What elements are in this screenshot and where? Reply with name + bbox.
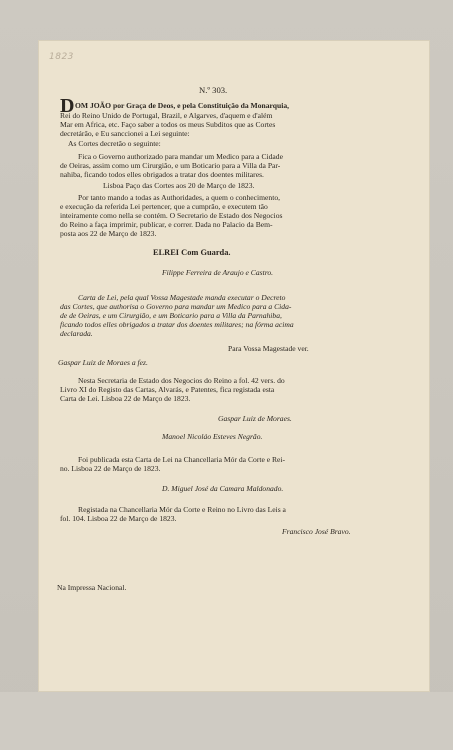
carta-line-1: Carta de Lei, pela qual Vossa Magestade manda executar o Decreto bbox=[78, 293, 286, 302]
printer-imprint: Na Impressa Nacional. bbox=[57, 583, 127, 592]
pencil-annotation: 1823 bbox=[49, 52, 74, 62]
document-number: N.º 303. bbox=[199, 85, 228, 95]
carta-line-3: de de Oeiras, e um Cirurgião, e um Boticario para a Villa da Parnahiba, bbox=[60, 311, 282, 320]
opening-line-4: decretárão, e Eu sanccionei a Lei seguinte: bbox=[60, 129, 190, 138]
registration-signature: Gaspar Luiz de Moraes. bbox=[218, 414, 292, 423]
publication-line-2: no. Lisboa 22 de Março de 1823. bbox=[60, 464, 161, 473]
opening-line-3: Mar em Africa, etc. Faço saber a todos os meus Subditos que as Cortes bbox=[60, 120, 276, 129]
king-signature: ELREI Com Guarda. bbox=[153, 248, 231, 257]
decree-intro: As Cortes decretão o seguinte: bbox=[68, 139, 161, 148]
mandate-line-3: inteiramente como nella se contém. O Secretario de Estado dos Negocios bbox=[60, 211, 283, 220]
carta-line-4: ficando todos elles obrigados a tratar dos doentes militares; na fórma acima bbox=[60, 320, 294, 329]
carta-line-5: declarada. bbox=[60, 329, 93, 338]
opening-line-2: Rei do Reino Unido de Portugal, Brazil, e Algarves, d'aquem e d'além bbox=[60, 111, 273, 120]
chancellery-registration-line-1: Registada na Chancellaria Mór da Corte e Reino no Livro das Leis a bbox=[78, 505, 286, 514]
para-vossa-magestade: Para Vossa Magestade ver. bbox=[228, 344, 309, 353]
drop-cap: D bbox=[60, 95, 75, 117]
chancellery-signature: Francisco José Bravo. bbox=[282, 527, 351, 536]
opening-line-1: OM JOÃO por Graça de Deos, e pela Constituição da Monarquia, bbox=[75, 101, 290, 110]
registration-line-3: Carta de Lei. Lisboa 22 de Março de 1823. bbox=[60, 394, 191, 403]
article-line-2: de Oeiras, assim como um Cirurgião, e um Boticario para a Villa da Par- bbox=[60, 161, 281, 170]
mandate-line-2: e execução da referida Lei pertencer, que a cumprão, e executem tão bbox=[60, 202, 268, 211]
publication-signature: D. Miguel José da Camara Maldonado. bbox=[162, 484, 284, 493]
article-line-3: nahiba, ficando todos elles obrigados a tratar dos doentes militares. bbox=[60, 170, 264, 179]
registration-line-1: Nesta Secretaria de Estado dos Negocios do Reino a fol. 42 vers. do bbox=[78, 376, 285, 385]
registration-line-2: Livro XI do Registo das Cartas, Alvarás, e Patentes, fica registada esta bbox=[60, 385, 275, 394]
cortes-date: Lisboa Paço das Cortes aos 20 de Março de 1823. bbox=[103, 181, 255, 190]
mandate-line-5: posta aos 22 de Março de 1823. bbox=[60, 229, 157, 238]
article-line-1: Fica o Governo authorizado para mandar um Medico para a Cidade bbox=[78, 152, 283, 161]
made-by: Gaspar Luiz de Moraes a fez. bbox=[58, 358, 148, 367]
carta-line-2: das Cortes, que authorisa o Governo para mandar um Medico para a Cida- bbox=[60, 302, 292, 311]
chancellor-signature: Manoel Nicoláo Esteves Negrão. bbox=[162, 432, 263, 441]
mandate-line-4: do Reino a faça imprimir, publicar, e correr. Dada no Palacio da Bem- bbox=[60, 220, 273, 229]
chancellery-registration-line-2: fol. 104. Lisboa 22 de Março de 1823. bbox=[60, 514, 177, 523]
minister-signature: Filippe Ferreira de Araujo e Castro. bbox=[162, 268, 274, 277]
publication-line-1: Foi publicada esta Carta de Lei na Chancellaria Mór da Corte e Rei- bbox=[78, 455, 286, 464]
mandate-line-1: Por tanto mando a todas as Authoridades, a quem o conhecimento, bbox=[78, 193, 281, 202]
scan-bottom-margin bbox=[0, 692, 453, 750]
